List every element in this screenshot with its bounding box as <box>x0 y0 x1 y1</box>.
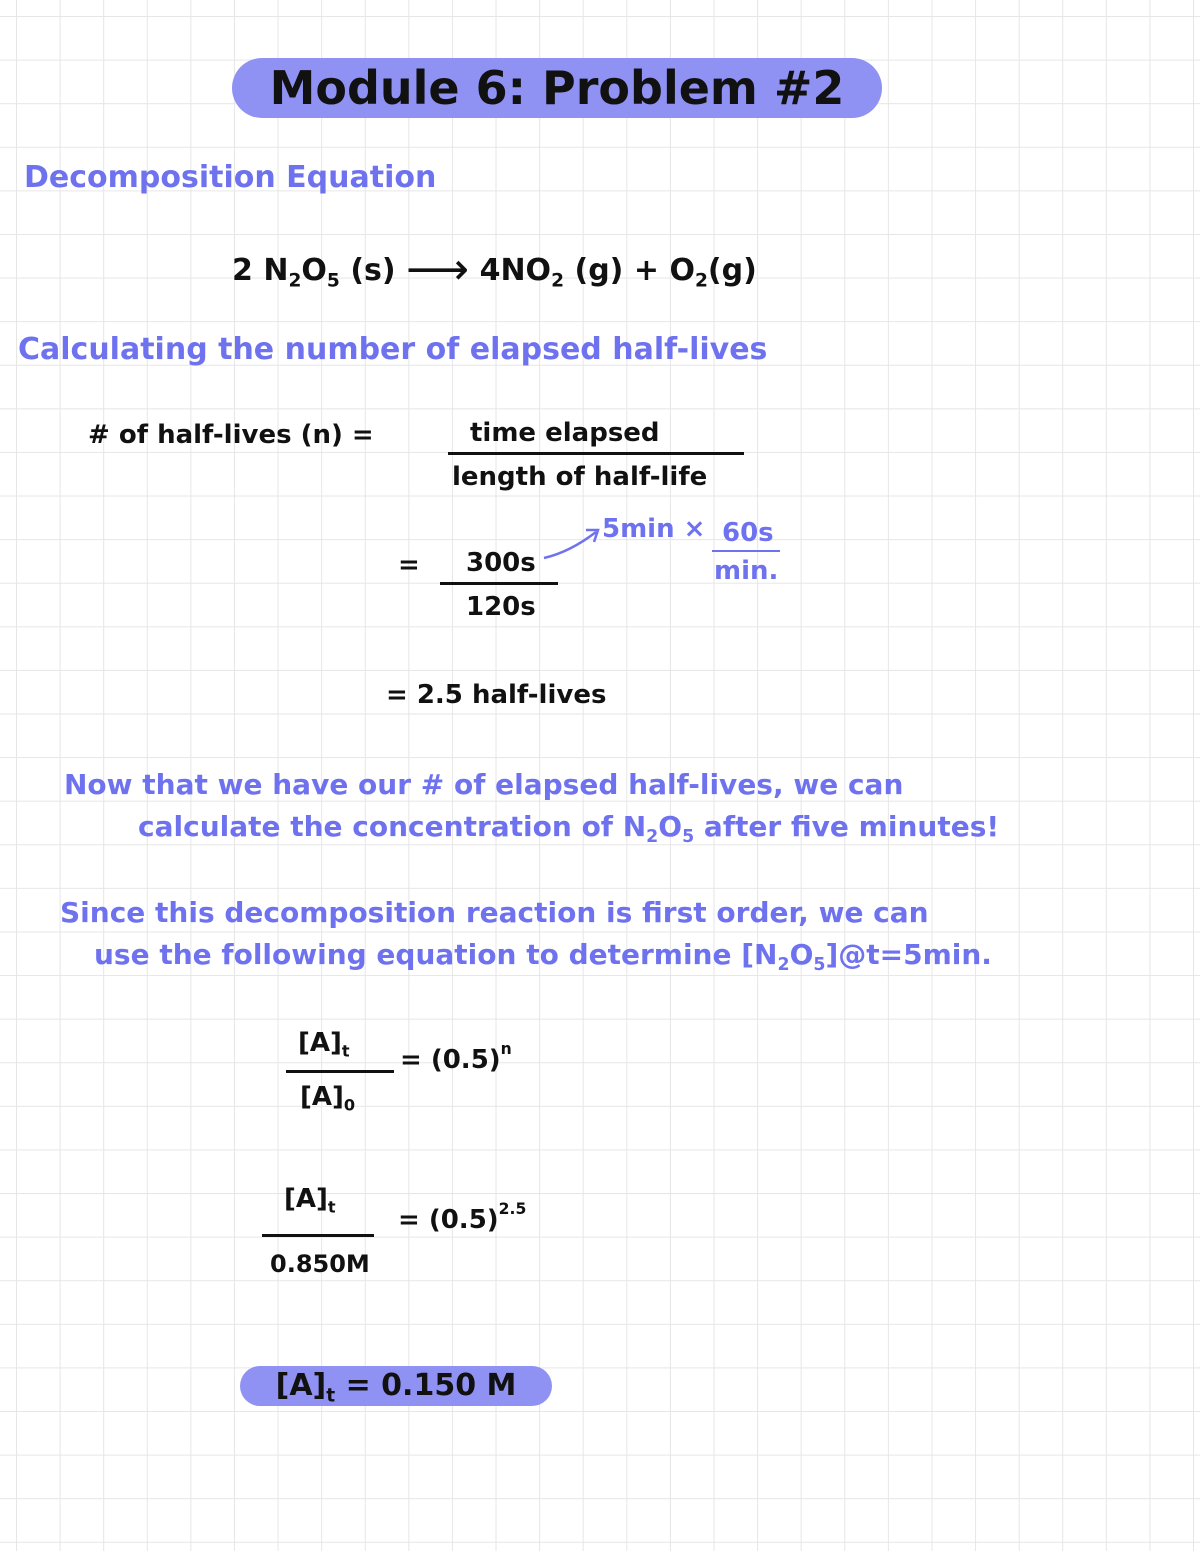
eq-product1-coef: 4 <box>479 253 501 288</box>
final-answer: $[A]_t = 0.150$ M <box>275 1368 517 1407</box>
sub-denominator: 120s <box>466 592 536 622</box>
eq2-numerator: $[A]_t$ <box>284 1184 336 1217</box>
eq2-fraction-bar <box>262 1234 374 1237</box>
formula-numerator: time elapsed <box>470 418 660 448</box>
note1-line1: Now that we have our # of elapsed half-lives, we can <box>64 768 904 801</box>
eq-product2-state: (g) <box>707 253 757 288</box>
eq-plus: + <box>633 253 659 288</box>
conversion-fraction-bar <box>712 550 780 552</box>
eq-product2: $O_2$ <box>669 253 708 292</box>
eq-product1: $NO_2$ <box>500 253 565 292</box>
decomposition-equation <box>232 244 757 295</box>
eq2-rhs: = $(0.5)^{2.5}$ <box>398 1200 527 1236</box>
eq1-rhs: = $(0.5)^n$ <box>400 1040 512 1076</box>
formula-denominator: length of half-life <box>452 462 708 492</box>
eq1-numerator: $[A]_t$ <box>298 1028 350 1061</box>
eq-product1-state: (g) <box>574 253 624 288</box>
section-heading-decomposition: Decomposition Equation <box>24 160 437 195</box>
eq-reactant: $N_2O_5$ <box>263 253 340 292</box>
page-title: Module 6: Problem #2 <box>269 61 845 115</box>
note2-line2: use the following equation to determine $[N_2O_5]@t=5\min$. <box>94 938 992 976</box>
section-heading-half-lives: Calculating the number of elapsed half-lives <box>18 332 768 367</box>
formula-fraction-bar <box>448 452 744 455</box>
sub-fraction-bar <box>440 582 558 585</box>
sub-eq-sign: = <box>398 550 420 580</box>
conversion-denominator: min. <box>714 556 779 586</box>
eq2-denominator: 0.850M <box>270 1250 370 1278</box>
eq1-fraction-bar <box>286 1070 394 1073</box>
half-lives-result: = 2.5 half-lives <box>386 680 607 710</box>
reaction-arrow: ⟶ <box>406 244 470 295</box>
note2-line1: Since this decomposition reaction is first order, we can <box>60 896 929 929</box>
note1-line2: calculate the concentration of $N_2O_5$ after five minutes! <box>138 810 1000 848</box>
conversion-arrow-icon <box>540 522 610 562</box>
eq-coef: 2 <box>232 253 253 288</box>
conversion-text: 5min × <box>602 514 706 544</box>
formula-lhs: # of half-lives (n) = <box>88 420 374 450</box>
sub-numerator: 300s <box>466 548 536 578</box>
conversion-numerator: 60s <box>722 518 774 548</box>
eq1-denominator: $[A]_0$ <box>300 1082 356 1115</box>
eq-reactant-state: (s) <box>350 253 396 288</box>
